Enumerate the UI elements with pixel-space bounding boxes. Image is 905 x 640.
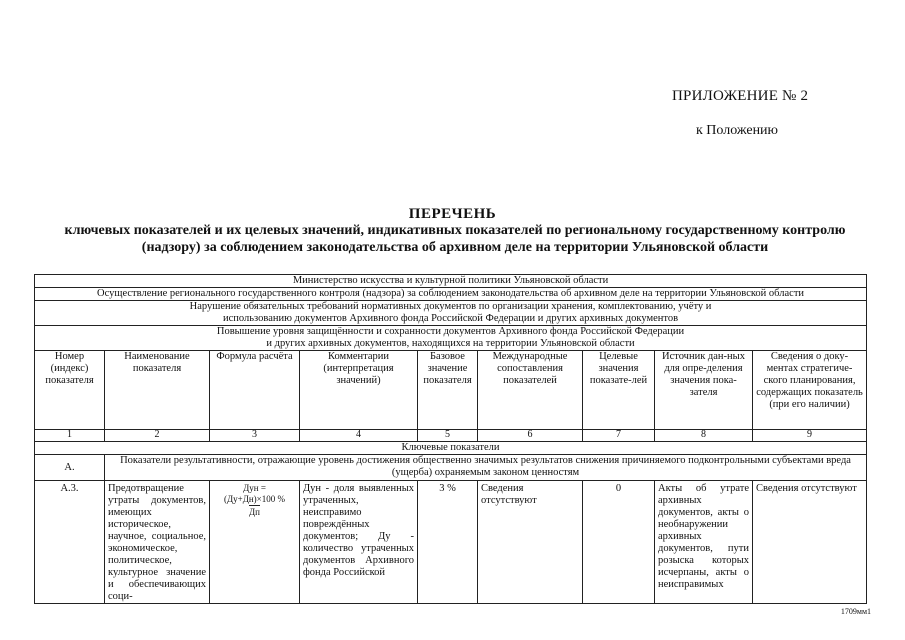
column-number: 4 (300, 430, 418, 442)
section-a-row (35, 455, 867, 481)
comment-cell: Дун - доля выявленных утраченных, неисправимо повреждённых документов; Ду - количество утраченных документов Архивного фонда Российской (300, 481, 418, 604)
column-number: 9 (753, 430, 867, 442)
column-number: 3 (210, 430, 300, 442)
column-number: 8 (655, 430, 753, 442)
section-a-text: Показатели результативности, отражающие уровень достижения общественно значимых результатов снижения причиняемого подконтрольными субъектами вреда (ущерба) охраняемым законом ценностям (105, 455, 867, 481)
table-row (35, 481, 867, 604)
goal-row (35, 326, 867, 351)
column-header: Наименование показателя (105, 351, 210, 430)
column-header: Источник дан-ных для опре-деления значения пока-зателя (655, 351, 753, 430)
control-type-cell: Осуществление регионального государственного контроля (надзора) за соблюдением законодательства об архивном деле на территории Ульяновской области (35, 288, 867, 301)
document-title: ПЕРЕЧЕНЬ (408, 206, 497, 222)
column-header: Целевые значения показате-лей (583, 351, 655, 430)
column-number: 7 (583, 430, 655, 442)
indicators-table (34, 274, 867, 604)
key-indicators-label: Ключевые показатели (35, 442, 867, 455)
violation-row (35, 301, 867, 326)
ministry-row (35, 275, 867, 288)
appendix-title: ПРИЛОЖЕНИЕ № 2 (672, 88, 809, 104)
document-subtitle: ключевых показателей и их целевых значений, индикативных показателей по региональному государственному контролю (надзору) за соблюдением законодательства об архивном деле на территории Ульяновской области (64, 223, 846, 255)
formula-denominator: Дп (249, 507, 260, 517)
column-number: 2 (105, 430, 210, 442)
goal-cell: Повышение уровня защищённости и сохранности документов Архивного фонда Российской Федерации и других архивных документов, находящихся на территории Ульяновской области (35, 326, 867, 351)
column-number: 5 (418, 430, 478, 442)
column-header: Сведения о доку-ментах стратегиче-ского планирования, содержащих показатель (при его наличии) (753, 351, 867, 430)
column-header: Комментарии (интерпретация значений) (300, 351, 418, 430)
document-code: 1709мм1 (840, 607, 871, 616)
column-header: Базовое значение показателя (418, 351, 478, 430)
violation-cell: Нарушение обязательных требований нормативных документов по организации хранения, комплектованию, учёту и использованию документов Архивного фонда Российской Федерации и других архивных документов (35, 301, 867, 326)
column-number: 1 (35, 430, 105, 442)
column-number-row (35, 430, 867, 442)
international-comparison: Сведения отсутствуют (478, 481, 583, 604)
section-a-index: А. (35, 455, 105, 481)
key-indicators-row (35, 442, 867, 455)
formula-numerator: (Ду+Дн)×100 % (224, 494, 285, 504)
row-index: А.3. (35, 481, 105, 604)
data-source: Акты об утрате архивных документов, акты о необнаружении архивных документов, пути розыска которых исчерпаны, акты о неисправимых (655, 481, 753, 604)
ministry-cell: Министерство искусства и культурной политики Ульяновской области (35, 275, 867, 288)
base-value: 3 % (418, 481, 478, 604)
column-header-row (35, 351, 867, 430)
column-header: Международные сопоставления показателей (478, 351, 583, 430)
indicator-name: Предотвращение утраты документов, имеющих историческое, научное, социальное, экономическое, политическое, культурное значение и обеспечивающих соци- (105, 481, 210, 604)
appendix-subtitle: к Положению (696, 123, 779, 138)
formula-cell (210, 481, 300, 604)
control-type-row (35, 288, 867, 301)
target-value: 0 (583, 481, 655, 604)
column-header: Номер (индекс) показателя (35, 351, 105, 430)
column-number: 6 (478, 430, 583, 442)
strategic-documents: Сведения отсутствуют (753, 481, 867, 604)
column-header: Формула расчёта (210, 351, 300, 430)
formula-result: Дун = (243, 483, 266, 493)
